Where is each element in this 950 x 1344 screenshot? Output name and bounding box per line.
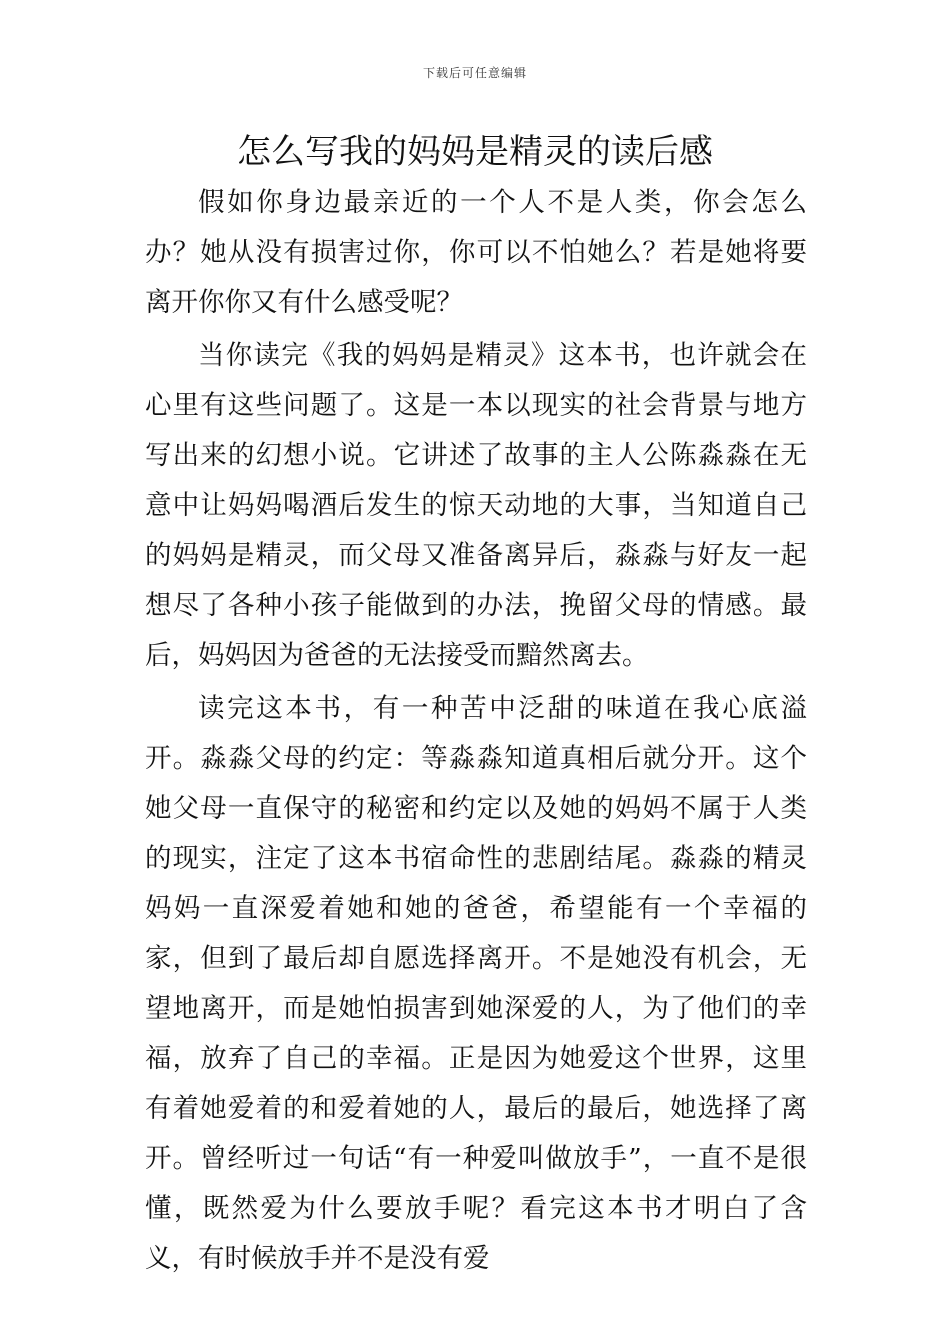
document-body [145, 178, 807, 1284]
paragraph-2: 当你读完《我的妈妈是精灵》这本书，也许就会在心里有这些问题了。这是一本以现实的社会背景与地方写出来的幻想小说。它讲述了故事的主人公陈淼淼在无意中让妈妈喝酒后发生的惊天动地的大事，当知道自己的妈妈是精灵，而父母又准备离异后，淼淼与好友一起想尽了各种小孩子能做到的办法，挽留父母的情感。最后，妈妈因为爸爸的无法接受而黯然离去。 [145, 340, 807, 671]
paragraph-1: 假如你身边最亲近的一个人不是人类，你会怎么办？她从没有损害过你，你可以不怕她么？若是她将要离开你你又有什么感受呢？ [145, 187, 807, 318]
document-title: 怎么写我的妈妈是精灵的读后感 [237, 132, 713, 172]
header-note: 下载后可任意编辑 [422, 66, 527, 80]
paragraph-3: 读完这本书，有一种苦中泛甜的味道在我心底溢开。淼淼父母的约定：等淼淼知道真相后就分开。这个她父母一直保守的秘密和约定以及她的妈妈不属于人类的现实，注定了这本书宿命性的悲剧结尾。淼淼的精灵妈妈一直深爱着她和她的爸爸，希望能有一个幸福的家，但到了最后却自愿选择离开。不是她没有机会，无望地离开，而是她怕损害到她深爱的人，为了他们的幸福，放弃了自己的幸福。正是因为她爱这个世界，这里有着她爱着的和爱着她的人，最后的最后，她选择了离开。曾经听过一句话“有一种爱叫做放手”，一直不是很懂，既然爱为什么要放手呢？看完这本书才明白了含义，有时候放手并不是没有爱 [145, 693, 807, 1274]
